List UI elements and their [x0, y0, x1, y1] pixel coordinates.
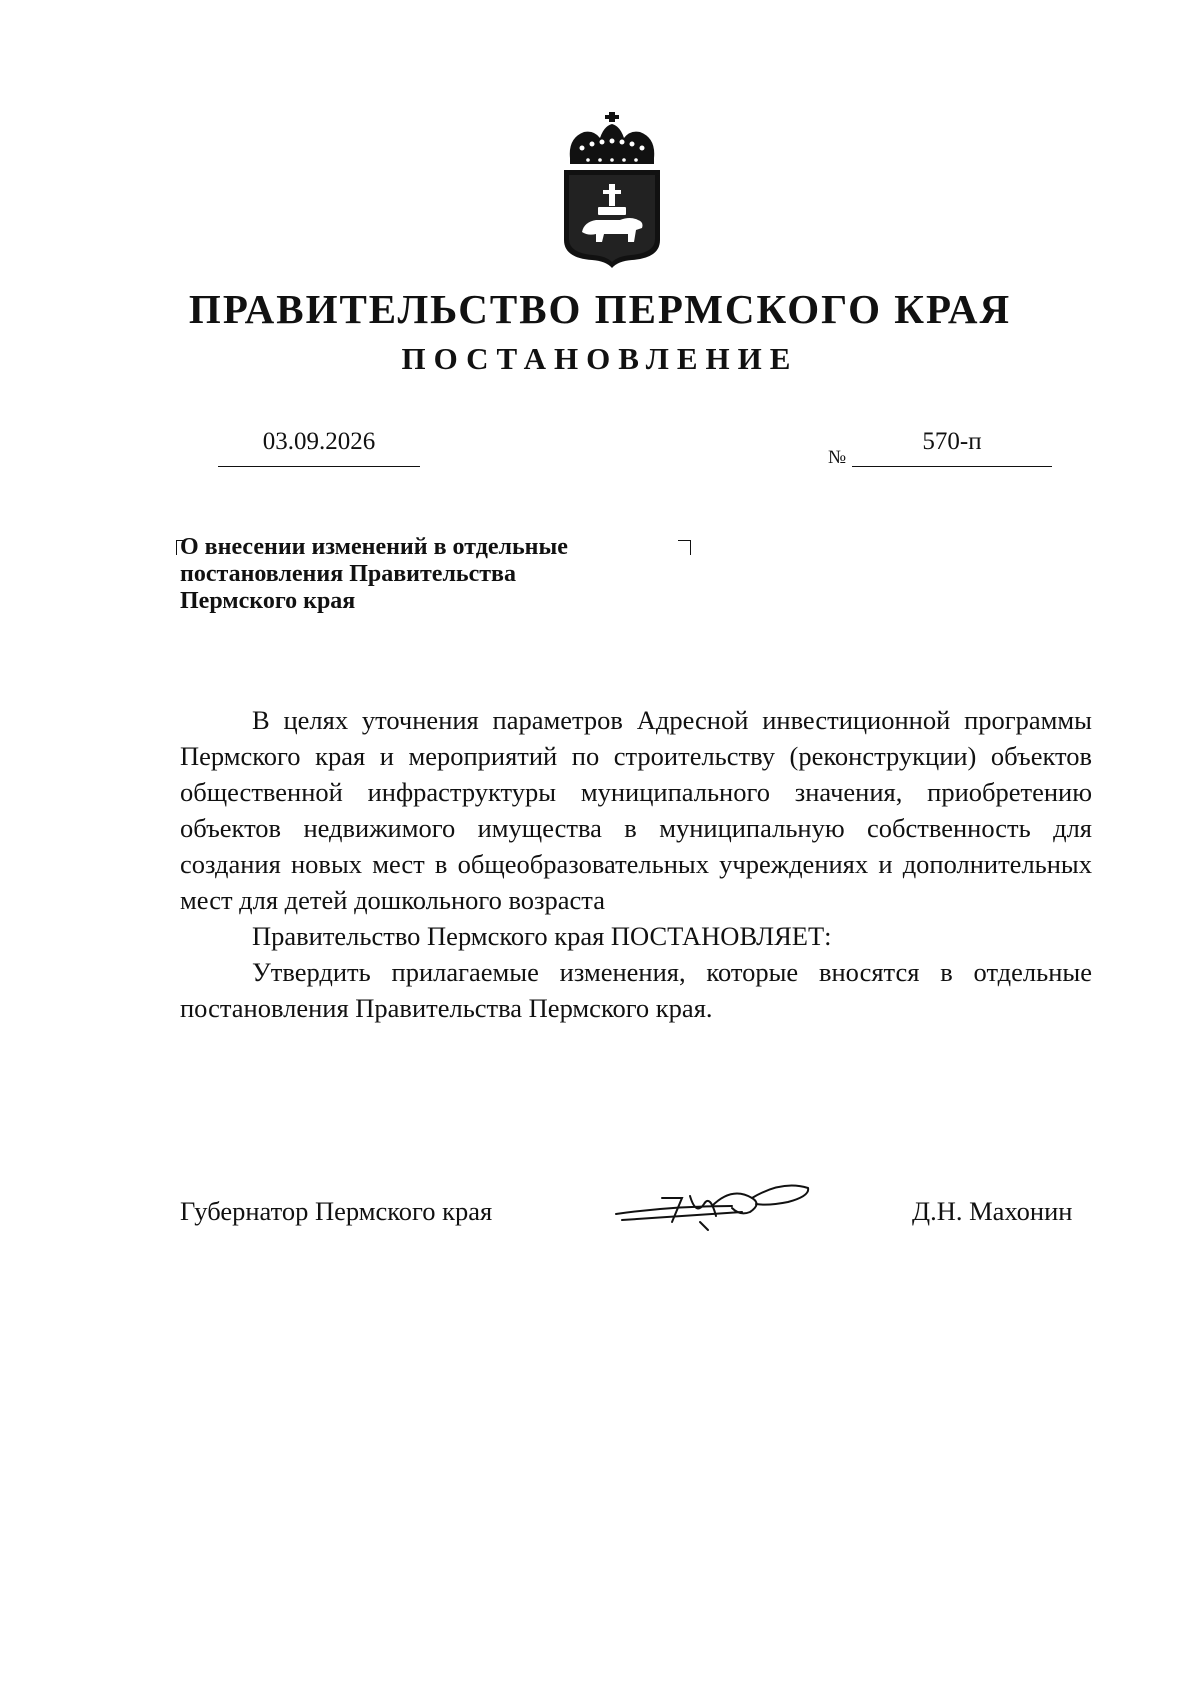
subject-line: Пермского края	[180, 588, 356, 614]
signatory-role: Губернатор Пермского края	[180, 1196, 493, 1226]
number-label: №	[828, 447, 847, 468]
body-paragraph: Утвердить прилагаемые изменения, которые вносятся в отдельные постановления Правительства Пермского края.	[180, 957, 1092, 1023]
signatory-name: Д.Н. Махонин	[912, 1196, 1073, 1226]
document-subject	[180, 534, 660, 615]
organization-title: ПРАВИТЕЛЬСТВО ПЕРМСКОГО КРАЯ	[188, 286, 1012, 332]
subject-bracket-right	[678, 540, 691, 555]
document-number: 570-п	[922, 428, 982, 455]
document-type: ПОСТАНОВЛЕНИЕ	[401, 341, 799, 376]
perm-krai-coat-of-arms-icon	[560, 112, 664, 268]
handwritten-signature-icon	[612, 1176, 812, 1236]
body-paragraph: Правительство Пермского края ПОСТАНОВЛЯЕТ:	[252, 921, 832, 951]
subject-line: О внесении изменений в отдельные	[180, 534, 568, 560]
number-field	[852, 426, 1052, 467]
body-paragraph: В целях уточнения параметров Адресной инвестиционной программы Пермского края и мероприятий по строительству (реконструкции) объектов общественной инфраструктуры муниципального значения, приобретению объектов недвижимого имущества в муниципальную собственность для создания новых мест в общеобразовательных учреждениях и дополнительных мест для детей дошкольного возраста	[180, 705, 1092, 915]
document-body	[180, 702, 1092, 1026]
date-field	[218, 426, 420, 467]
document-date: 03.09.2026	[262, 428, 376, 455]
subject-line: постановления Правительства	[180, 561, 516, 587]
